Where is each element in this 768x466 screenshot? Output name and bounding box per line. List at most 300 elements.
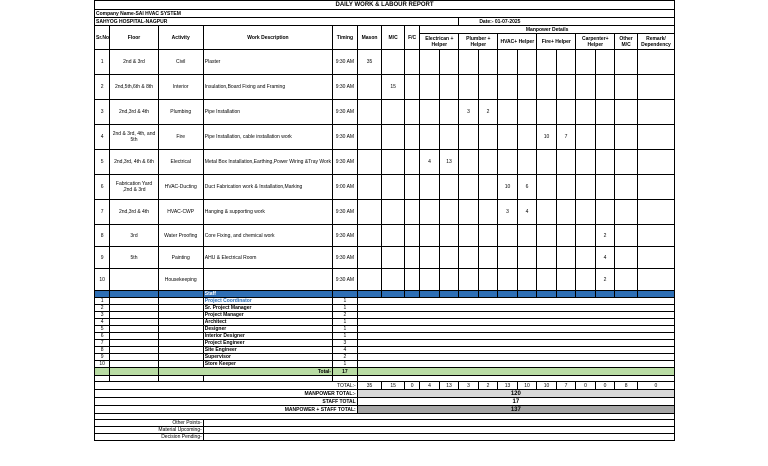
header-fire: Fire+ Helper — [537, 34, 576, 50]
row-count-cell — [556, 50, 576, 75]
header-mc: M/C — [382, 26, 405, 50]
row-count-cell — [517, 269, 537, 291]
row-count-cell — [595, 50, 615, 75]
row-count-cell — [459, 175, 479, 200]
total-value-cell: 3 — [459, 382, 479, 390]
total-value-cell: 13 — [498, 382, 518, 390]
staff-role: Interior Designer — [203, 333, 332, 340]
row-count-cell — [615, 225, 638, 247]
row-timing: 9:30 AM — [333, 225, 358, 247]
row-floor — [110, 269, 158, 291]
work-row — [95, 150, 675, 175]
row-count-cell — [556, 175, 576, 200]
staff-srno: 5 — [95, 326, 110, 333]
staff-blank — [158, 361, 203, 368]
row-count-cell — [498, 269, 518, 291]
staff-blank — [110, 333, 158, 340]
row-count-cell — [459, 247, 479, 269]
row-count-cell — [382, 100, 405, 125]
row-floor: 2nd,3rd & 4th — [110, 100, 158, 125]
row-count-cell — [556, 200, 576, 225]
row-floor: 2nd,3rd, 4th & 6th — [110, 150, 158, 175]
staff-rows — [95, 298, 675, 368]
grand-total-value: 137 — [357, 406, 674, 414]
row-count-cell — [420, 125, 440, 150]
row-count-cell — [382, 225, 405, 247]
staff-srno: 2 — [95, 305, 110, 312]
row-count-cell — [439, 75, 459, 100]
row-floor: 3rd — [110, 225, 158, 247]
row-count-cell — [576, 100, 596, 125]
header-floor: Floor — [110, 26, 158, 50]
row-floor: Fabrication Yard ,2nd & 3rd — [110, 175, 158, 200]
manpower-total-label: MANPOWER TOTAL:- — [95, 390, 358, 398]
row-floor: 2nd,3rd & 4th — [110, 200, 158, 225]
row-count-cell — [404, 75, 419, 100]
staff-total-value: 17 — [333, 368, 358, 376]
row-count-cell: 2 — [478, 100, 498, 125]
row-count-cell: 15 — [382, 75, 405, 100]
staff-blank — [357, 319, 674, 326]
totals-row — [95, 382, 675, 390]
row-count-cell: 3 — [459, 100, 479, 125]
staff-srno: 4 — [95, 319, 110, 326]
row-count-cell — [439, 50, 459, 75]
row-count-cell — [420, 50, 440, 75]
material-value — [203, 427, 674, 434]
row-count-cell: 35 — [357, 50, 382, 75]
row-timing: 9:30 AM — [333, 247, 358, 269]
row-count-cell — [382, 50, 405, 75]
staff-blank — [357, 298, 674, 305]
row-count-cell — [576, 50, 596, 75]
row-activity: Fire — [158, 125, 203, 150]
row-count-cell — [357, 75, 382, 100]
staff-blank — [110, 361, 158, 368]
row-count-cell — [420, 269, 440, 291]
row-activity: Interior — [158, 75, 203, 100]
row-count-cell — [595, 200, 615, 225]
row-count-cell — [478, 75, 498, 100]
row-count-cell — [357, 225, 382, 247]
row-remark — [637, 150, 674, 175]
row-floor: 5th — [110, 247, 158, 269]
total-value-cell: 35 — [357, 382, 382, 390]
row-floor: 2nd,5th,6th & 8th — [110, 75, 158, 100]
row-timing: 9:30 AM — [333, 125, 358, 150]
row-srno: 2 — [95, 75, 110, 100]
staff-blank — [110, 319, 158, 326]
row-count-cell: 2 — [595, 269, 615, 291]
row-count-cell — [556, 225, 576, 247]
row-count-cell — [439, 100, 459, 125]
row-work-description: Pipe Installation — [203, 100, 332, 125]
total-value-cell: 10 — [537, 382, 557, 390]
row-count-cell — [615, 50, 638, 75]
staff-total2-label: STAFF TOTAL — [95, 398, 358, 406]
row-timing: 9:30 AM — [333, 100, 358, 125]
row-timing: 9:30 AM — [333, 150, 358, 175]
row-count-cell — [517, 225, 537, 247]
staff-count: 1 — [333, 333, 358, 340]
staff-blank — [158, 326, 203, 333]
work-row — [95, 247, 675, 269]
row-remark — [637, 200, 674, 225]
row-count-cell — [459, 75, 479, 100]
row-count-cell — [498, 225, 518, 247]
row-count-cell: 6 — [517, 175, 537, 200]
row-count-cell — [517, 247, 537, 269]
row-count-cell — [459, 225, 479, 247]
row-remark — [637, 125, 674, 150]
row-count-cell — [615, 269, 638, 291]
row-work-description: Hanging & supporting work — [203, 200, 332, 225]
row-count-cell — [478, 247, 498, 269]
labour-report-sheet — [94, 0, 675, 441]
total-value-cell: 0 — [637, 382, 674, 390]
row-count-cell — [498, 247, 518, 269]
report-title: DAILY WORK & LABOUR REPORT — [95, 1, 675, 10]
header-manpower: Manpower Details — [420, 26, 675, 34]
work-row — [95, 200, 675, 225]
row-count-cell — [382, 269, 405, 291]
row-count-cell — [404, 200, 419, 225]
staff-count: 4 — [333, 347, 358, 354]
decision-label: Decision Pending- — [95, 434, 204, 441]
row-count-cell: 10 — [537, 125, 557, 150]
staff-row — [95, 319, 675, 326]
row-count-cell — [498, 75, 518, 100]
staff-blank — [158, 298, 203, 305]
staff-row — [95, 298, 675, 305]
row-count-cell — [439, 200, 459, 225]
staff-blank — [357, 312, 674, 319]
row-count-cell — [357, 269, 382, 291]
staff-role: Sr. Project Manager — [203, 305, 332, 312]
row-count-cell — [576, 225, 596, 247]
staff-count: 1 — [333, 361, 358, 368]
header-mason: Mason — [357, 26, 382, 50]
row-remark — [637, 269, 674, 291]
row-count-cell — [615, 100, 638, 125]
header-timing: Timing — [333, 26, 358, 50]
row-count-cell — [537, 75, 557, 100]
row-count-cell — [615, 200, 638, 225]
staff-srno: 1 — [95, 298, 110, 305]
row-remark — [637, 100, 674, 125]
staff-role: Project Coordinator — [203, 298, 332, 305]
row-remark — [637, 225, 674, 247]
row-work-description: Core Fixing, and chemical work — [203, 225, 332, 247]
row-count-cell — [615, 75, 638, 100]
staff-row — [95, 354, 675, 361]
row-srno: 6 — [95, 175, 110, 200]
row-count-cell — [537, 200, 557, 225]
row-count-cell: 4 — [595, 247, 615, 269]
row-count-cell — [517, 125, 537, 150]
staff-count: 1 — [333, 298, 358, 305]
staff-count: 1 — [333, 319, 358, 326]
work-row — [95, 269, 675, 291]
row-count-cell — [382, 247, 405, 269]
staff-role: Designer — [203, 326, 332, 333]
row-timing: 9:30 AM — [333, 50, 358, 75]
row-count-cell — [439, 175, 459, 200]
row-count-cell — [576, 150, 596, 175]
row-count-cell — [478, 225, 498, 247]
staff-count: 1 — [333, 326, 358, 333]
row-remark — [637, 175, 674, 200]
header-srno: Sr.No — [95, 26, 110, 50]
work-row — [95, 50, 675, 75]
staff-row — [95, 347, 675, 354]
row-count-cell — [537, 150, 557, 175]
staff-role: Site Engineer — [203, 347, 332, 354]
row-count-cell: 4 — [420, 150, 440, 175]
staff-blank — [357, 347, 674, 354]
work-row — [95, 125, 675, 150]
row-activity: Electrical — [158, 150, 203, 175]
row-count-cell — [556, 75, 576, 100]
staff-count: 3 — [333, 340, 358, 347]
staff-row — [95, 340, 675, 347]
header-work: Work Description — [203, 26, 332, 50]
staff-srno: 7 — [95, 340, 110, 347]
total-value-cell: 10 — [517, 382, 537, 390]
row-count-cell — [459, 125, 479, 150]
row-count-cell — [576, 269, 596, 291]
staff-count: 2 — [333, 312, 358, 319]
total-value-cell: 2 — [478, 382, 498, 390]
total-value-cell: 8 — [615, 382, 638, 390]
row-srno: 1 — [95, 50, 110, 75]
row-timing: 9:30 AM — [333, 200, 358, 225]
total-value-cell: 0 — [576, 382, 596, 390]
row-count-cell — [420, 247, 440, 269]
row-count-cell — [517, 75, 537, 100]
total-value-cell: 7 — [556, 382, 576, 390]
row-count-cell — [595, 100, 615, 125]
grand-total-label: MANPOWER + STAFF TOTAL: — [95, 406, 358, 414]
staff-blank — [158, 347, 203, 354]
row-count-cell — [576, 247, 596, 269]
header-plumber: Plumber + Helper — [459, 34, 498, 50]
row-count-cell — [537, 247, 557, 269]
row-floor: 2nd & 3rd — [110, 50, 158, 75]
row-work-description: Metal Box Installation,Earthing,Power Wiring &Tray Work — [203, 150, 332, 175]
row-count-cell — [556, 269, 576, 291]
row-count-cell — [404, 225, 419, 247]
row-timing: 9:30 AM — [333, 269, 358, 291]
header-fc: F/C — [404, 26, 419, 50]
row-count-cell — [498, 125, 518, 150]
row-count-cell — [595, 75, 615, 100]
row-count-cell — [615, 175, 638, 200]
decision-value — [203, 434, 674, 441]
row-count-cell — [576, 75, 596, 100]
total-value-cell: 4 — [420, 382, 440, 390]
row-activity: Civil — [158, 50, 203, 75]
staff-blank — [110, 312, 158, 319]
row-count-cell — [517, 100, 537, 125]
row-count-cell — [576, 125, 596, 150]
staff-heading: Staff — [203, 291, 332, 298]
material-label: Material Upcoming- — [95, 427, 204, 434]
staff-role: Store Keeper — [203, 361, 332, 368]
row-count-cell — [420, 75, 440, 100]
staff-row — [95, 305, 675, 312]
row-count-cell — [382, 175, 405, 200]
staff-blank — [158, 312, 203, 319]
row-count-cell — [537, 225, 557, 247]
totals-label: TOTAL:- — [95, 382, 358, 390]
row-remark — [637, 50, 674, 75]
staff-srno: 3 — [95, 312, 110, 319]
row-count-cell — [420, 200, 440, 225]
row-count-cell — [404, 269, 419, 291]
row-count-cell — [498, 150, 518, 175]
row-count-cell — [404, 100, 419, 125]
staff-blank — [158, 319, 203, 326]
row-count-cell — [498, 50, 518, 75]
row-count-cell — [420, 175, 440, 200]
staff-blank — [357, 354, 674, 361]
report-table — [94, 0, 675, 441]
row-count-cell — [478, 269, 498, 291]
row-count-cell — [556, 150, 576, 175]
manpower-total-value: 120 — [357, 390, 674, 398]
row-srno: 3 — [95, 100, 110, 125]
total-value-cell: 13 — [439, 382, 459, 390]
work-row — [95, 75, 675, 100]
row-count-cell — [537, 269, 557, 291]
row-count-cell: 13 — [439, 150, 459, 175]
staff-blank — [110, 340, 158, 347]
row-count-cell — [439, 269, 459, 291]
staff-total-label: Total- — [158, 368, 332, 376]
site-name: SAHYOG HOSPITAL-NAGPUR — [95, 18, 459, 26]
row-count-cell — [420, 225, 440, 247]
row-srno: 7 — [95, 200, 110, 225]
row-count-cell — [478, 175, 498, 200]
row-count-cell — [478, 200, 498, 225]
row-count-cell — [459, 269, 479, 291]
header-electrician: Electrican + Helper — [420, 34, 459, 50]
row-srno: 8 — [95, 225, 110, 247]
row-srno: 5 — [95, 150, 110, 175]
row-count-cell — [357, 125, 382, 150]
row-count-cell — [382, 200, 405, 225]
row-count-cell — [357, 247, 382, 269]
row-remark — [637, 247, 674, 269]
row-count-cell — [576, 200, 596, 225]
staff-blank — [158, 305, 203, 312]
staff-role: Architect — [203, 319, 332, 326]
work-row — [95, 100, 675, 125]
staff-row — [95, 361, 675, 368]
staff-blank — [357, 326, 674, 333]
company-name: Company Name-SAI HVAC SYSTEM — [95, 10, 675, 18]
row-count-cell — [576, 175, 596, 200]
row-count-cell — [615, 247, 638, 269]
total-value-cell: 0 — [404, 382, 419, 390]
row-count-cell: 3 — [498, 200, 518, 225]
row-count-cell — [439, 247, 459, 269]
row-srno: 4 — [95, 125, 110, 150]
row-activity: Water Proofing — [158, 225, 203, 247]
row-count-cell: 4 — [517, 200, 537, 225]
other-points-label: Other Points- — [95, 420, 204, 427]
header-remark: Remark/ Dependency — [637, 34, 674, 50]
header-other: Other M/C — [615, 34, 638, 50]
row-activity: Housekeeping — [158, 269, 203, 291]
row-activity: Plumbing — [158, 100, 203, 125]
row-work-description: Pipe Installation, cable installation work — [203, 125, 332, 150]
staff-blank — [110, 305, 158, 312]
staff-row — [95, 333, 675, 340]
staff-blank — [158, 354, 203, 361]
row-count-cell — [537, 175, 557, 200]
row-count-cell — [357, 100, 382, 125]
row-count-cell — [595, 175, 615, 200]
row-count-cell: 7 — [556, 125, 576, 150]
report-date: Date:- 01-07-2025 — [459, 18, 675, 26]
staff-srno: 6 — [95, 333, 110, 340]
row-count-cell — [595, 125, 615, 150]
row-count-cell — [404, 150, 419, 175]
row-count-cell: 10 — [498, 175, 518, 200]
header-carpenter: Carpenter+ Helper — [576, 34, 615, 50]
row-count-cell — [459, 50, 479, 75]
row-work-description: Insulation,Board Fixing and Framing — [203, 75, 332, 100]
row-count-cell — [404, 175, 419, 200]
staff-blank — [110, 354, 158, 361]
row-activity: HVAC-CWP — [158, 200, 203, 225]
row-srno: 9 — [95, 247, 110, 269]
other-points-value — [203, 420, 674, 427]
row-count-cell — [478, 150, 498, 175]
staff-blank — [357, 361, 674, 368]
staff-srno: 8 — [95, 347, 110, 354]
row-count-cell — [357, 200, 382, 225]
row-remark — [637, 75, 674, 100]
staff-blank — [158, 333, 203, 340]
staff-blank — [158, 340, 203, 347]
staff-total2-value: 17 — [357, 398, 674, 406]
staff-count: 2 — [333, 354, 358, 361]
row-count-cell — [404, 247, 419, 269]
row-count-cell — [537, 50, 557, 75]
row-count-cell — [357, 175, 382, 200]
work-row — [95, 175, 675, 200]
row-count-cell — [595, 150, 615, 175]
row-count-cell — [420, 100, 440, 125]
row-count-cell — [556, 247, 576, 269]
row-work-description: Plaster — [203, 50, 332, 75]
row-floor: 2nd & 3rd, 4th, and 5th — [110, 125, 158, 150]
header-hvac: HVAC+ Helper — [498, 34, 537, 50]
row-count-cell — [404, 50, 419, 75]
work-rows — [95, 50, 675, 291]
row-count-cell — [382, 150, 405, 175]
row-activity: HVAC-Ducting — [158, 175, 203, 200]
row-work-description: AHU & Electrical Room — [203, 247, 332, 269]
row-count-cell — [517, 50, 537, 75]
row-count-cell — [459, 200, 479, 225]
staff-row — [95, 326, 675, 333]
row-timing: 9:00 AM — [333, 175, 358, 200]
total-value-cell: 15 — [382, 382, 405, 390]
